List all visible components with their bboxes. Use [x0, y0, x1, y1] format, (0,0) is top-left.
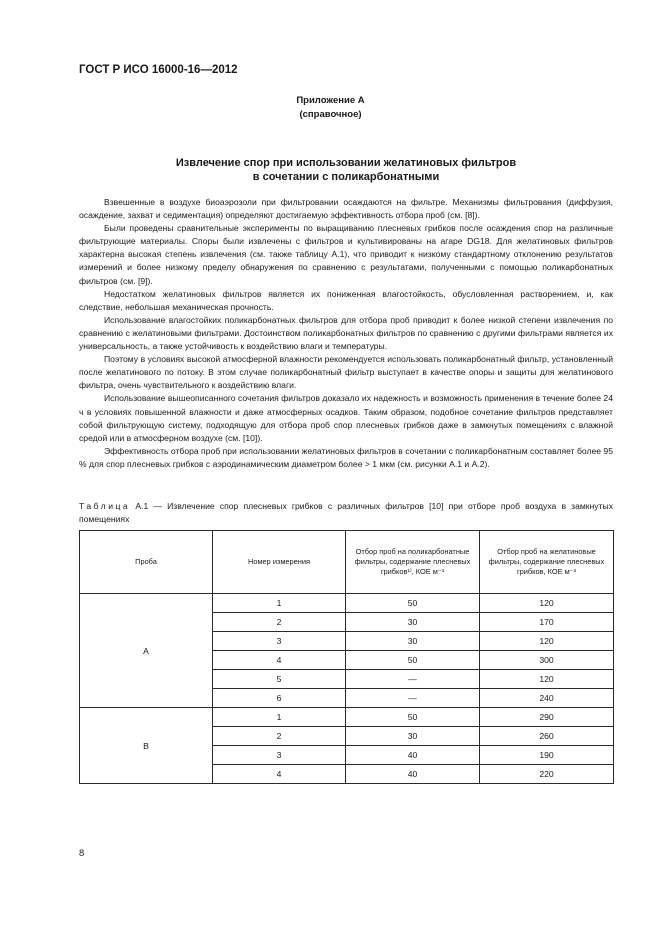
measurement-cell: 3: [213, 746, 346, 765]
page-number: 8: [79, 848, 85, 859]
polycarbonate-cell: 50: [346, 594, 480, 613]
gelatin-cell: 300: [480, 651, 614, 670]
gelatin-cell: 120: [480, 632, 614, 651]
header-gelatin: Отбор проб на желатиновые фильтры, содержание плесневых грибков, КОЕ м⁻³: [480, 531, 614, 594]
polycarbonate-cell: 30: [346, 613, 480, 632]
table-row: [80, 708, 614, 727]
gelatin-cell: 120: [480, 594, 614, 613]
polycarbonate-cell: 30: [346, 632, 480, 651]
measurement-cell: 2: [213, 613, 346, 632]
gelatin-cell: 290: [480, 708, 614, 727]
polycarbonate-cell: —: [346, 689, 480, 708]
measurement-cell: 6: [213, 689, 346, 708]
measurement-cell: 1: [213, 708, 346, 727]
gelatin-cell: 240: [480, 689, 614, 708]
measurement-cell: 4: [213, 765, 346, 784]
appendix-note: (справочное): [299, 109, 362, 120]
header-polycarbonate: Отбор проб на поликарбонатные фильтры, содержание плесневых грибков¹⁾, КОЕ м⁻³: [346, 531, 480, 594]
measurement-cell: 3: [213, 632, 346, 651]
gelatin-cell: 220: [480, 765, 614, 784]
polycarbonate-cell: 40: [346, 765, 480, 784]
document-standard-header: ГОСТ Р ИСО 16000-16—2012: [79, 64, 238, 76]
polycarbonate-cell: 50: [346, 651, 480, 670]
measurement-cell: 2: [213, 727, 346, 746]
measurement-cell: 1: [213, 594, 346, 613]
table-caption: [79, 500, 613, 525]
table-caption-label: Таблица: [79, 501, 131, 511]
section-title: [0, 156, 661, 184]
table-row: [80, 594, 614, 613]
paragraph: Использование влагостойких поликарбонатных фильтров для отбора проб приводит к более низкой степени извлечения по сравнению с желатиновыми фильтрами. Достоинством поликарбонатных фильтров по сравнению с другими фильтрами является их универсальность, а также устойчивость к воздействию влаги и температуры.: [79, 314, 613, 352]
paragraph: Поэтому в условиях высокой атмосферной влажности рекомендуется использовать поликарбонатный фильтр, установленный после желатинового по потоку. В этом случае поликарбонатный фильтр выступает в качестве опоры и защиты для желатинового фильтра, очень чувствительного к воздействию влаги.: [79, 354, 613, 391]
section-title-line-1: Извлечение спор при использовании желатиновых фильтров: [175, 157, 517, 169]
sample-cell: А: [80, 594, 213, 708]
paragraph: Использование вышеописанного сочетания фильтров доказало их надежность и возможность применения в течение более 24 ч в условиях повышенной влажности и даже атмосферных осадков. Таким образом, подобное сочетание фильтров представляет собой фильтрующую систему, подходящую для отбора проб спор плесневых грибков даже в замкнутых помещениях с влажной средой или в атмосферном воздухе (см. [10]).: [79, 393, 613, 443]
body-text: [79, 196, 613, 471]
appendix-label: Приложение А: [296, 95, 365, 106]
paragraph: Были проведены сравнительные эксперименты по выращиванию плесневых грибков после осаждения спор на различные фильтрующие материалы. Споры были извлечены с фильтров и культивированы на агаре DG18. Для желатиновых фильтров характерна высокая степень извлечения (см. также таблицу А.1), что приводит к низкому стандартному отклонению результатов измерений и более низкому пределу обнаружения по сравнению с результатами, полученными с помощью поликарбонатных фильтров (см. [9]).: [79, 223, 613, 286]
section-title-line-2: в сочетании с поликарбонатными: [252, 171, 440, 183]
header-sample: Проба: [80, 531, 213, 594]
table-header-row: [80, 531, 614, 594]
measurement-cell: 5: [213, 670, 346, 689]
polycarbonate-cell: 50: [346, 708, 480, 727]
table-caption-text: А.1 — Извлечение спор плесневых грибков с различных фильтров [10] при отборе проб воздуха в замкнутых помещениях: [79, 501, 613, 524]
polycarbonate-cell: 30: [346, 727, 480, 746]
gelatin-cell: 260: [480, 727, 614, 746]
header-measurement-number: Номер измерения: [213, 531, 346, 594]
paragraph: Взвешенные в воздухе биоаэрозоли при фильтровании осаждаются на фильтре. Механизмы фильтрования (диффузия, осаждение, захват и седиментация) определяют достигаемую эффективность отбора проб (см. [8]).: [79, 197, 613, 221]
sample-cell: В: [80, 708, 213, 784]
paragraph: Эффективность отбора проб при использовании желатиновых фильтров в сочетании с поликарбонатным составляет более 95 % для спор плесневых грибков с аэродинамическим диаметром более > 1 мкм (см. рисунки А.1 и А.2).: [79, 445, 613, 469]
gelatin-cell: 190: [480, 746, 614, 765]
spore-recovery-table: [79, 530, 614, 784]
polycarbonate-cell: —: [346, 670, 480, 689]
gelatin-cell: 170: [480, 613, 614, 632]
paragraph: Недостатком желатиновых фильтров является их пониженная влагостойкость, обусловленная растворением, и, как следствие, небольшая механическая прочность.: [79, 288, 613, 312]
measurement-cell: 4: [213, 651, 346, 670]
gelatin-cell: 120: [480, 670, 614, 689]
polycarbonate-cell: 40: [346, 746, 480, 765]
